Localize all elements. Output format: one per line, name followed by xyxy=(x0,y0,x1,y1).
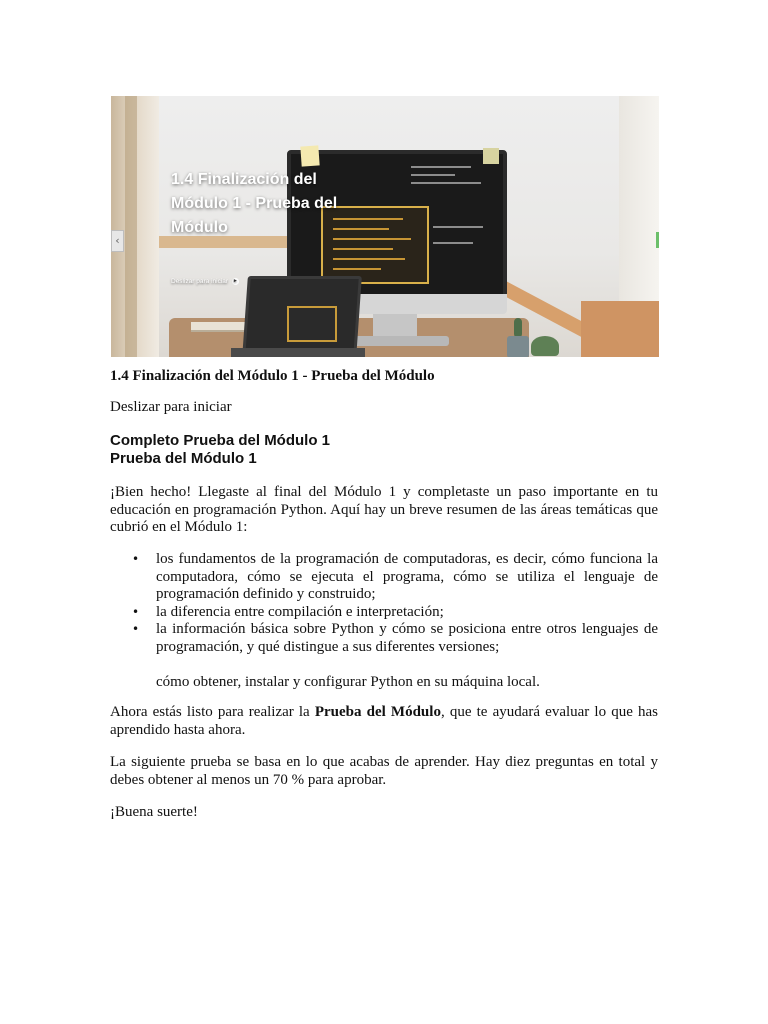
bullet-icon: • xyxy=(132,604,140,619)
list-item-text: cómo obtener, instalar y configurar Python en su máquina local. xyxy=(156,673,540,690)
module-test-name: Prueba del Módulo xyxy=(314,704,441,720)
hero-start-label: Deslizar para iniciar xyxy=(171,278,229,286)
ready-text-end: , que te ayudará evaluar lo que has aprendido hasta ahora. xyxy=(110,704,658,738)
status-heading xyxy=(110,432,330,467)
code-line xyxy=(333,268,381,270)
hero-banner xyxy=(111,96,659,357)
plant xyxy=(514,318,522,338)
next-slide-handle[interactable] xyxy=(656,232,659,248)
list-item xyxy=(110,604,658,622)
closing-line: ¡Buena suerte! xyxy=(110,804,198,820)
code-line xyxy=(411,182,481,184)
hero-title-line: Módulo xyxy=(171,219,228,236)
hero-title-line: Módulo 1 - Prueba del xyxy=(171,195,338,212)
intro-paragraph: ¡Bien hecho! Llegaste al final del Módulo 1 y completaste un paso importante en tu educación en programación Python. Aquí hay un breve resumen de las áreas temáticas que cubrió en el Módulo 1: xyxy=(110,484,658,535)
book-stack xyxy=(191,322,247,332)
laptop-base xyxy=(231,348,365,357)
code-line xyxy=(433,242,473,244)
plant-pot xyxy=(507,336,529,357)
arrow-circle-icon: ► xyxy=(232,278,238,284)
list-item-text: la diferencia entre compilación e interpretación; xyxy=(156,603,444,620)
code-line xyxy=(333,248,393,250)
bullet-icon: • xyxy=(132,622,140,636)
sticky-note xyxy=(483,148,499,164)
monitor-foot xyxy=(349,336,449,346)
test-info-paragraph: La siguiente prueba se basa en lo que acabas de aprender. Hay diez preguntas en total y debes obtener al menos un 70 % para aprobar. xyxy=(110,754,658,788)
list-item-text: los fundamentos de la programación de computadoras, es decir, cómo funciona la computadora, cómo se ejecuta el programa, cómo se utiliza el lenguaje de programación definido y construido; xyxy=(156,551,658,602)
ready-text: Ahora estás listo para realizar la xyxy=(110,704,315,720)
code-line xyxy=(333,258,405,260)
status-line: Completo Prueba del Módulo 1 xyxy=(110,432,331,449)
list-item-continuation xyxy=(110,674,658,692)
hero-title-line: 1.4 Finalización del xyxy=(171,171,317,188)
hero-title xyxy=(171,168,411,240)
list-item xyxy=(110,621,658,656)
bullet-icon: • xyxy=(132,552,140,566)
page-title: 1.4 Finalización del Módulo 1 - Prueba del Módulo xyxy=(110,368,435,384)
background-railing-post xyxy=(581,301,659,357)
sticky-note xyxy=(300,145,319,166)
hero-start-link[interactable] xyxy=(171,278,239,285)
chevron-left-icon[interactable]: ‹ xyxy=(111,230,124,252)
topic-list xyxy=(110,551,658,691)
code-line xyxy=(411,174,455,176)
code-line xyxy=(433,226,483,228)
list-item-text: la información básica sobre Python y cómo se posiciona entre otros lenguajes de programación, y qué distingue a sus diferentes versiones; xyxy=(156,621,658,655)
list-item xyxy=(110,551,658,604)
status-subtitle: Prueba del Módulo 1 xyxy=(110,449,257,467)
code-line xyxy=(411,166,471,168)
plant xyxy=(531,336,559,356)
background-window-frame xyxy=(125,96,137,357)
laptop-code-window xyxy=(287,306,337,342)
ready-paragraph xyxy=(110,704,658,739)
slide-prompt: Deslizar para iniciar xyxy=(110,399,232,415)
